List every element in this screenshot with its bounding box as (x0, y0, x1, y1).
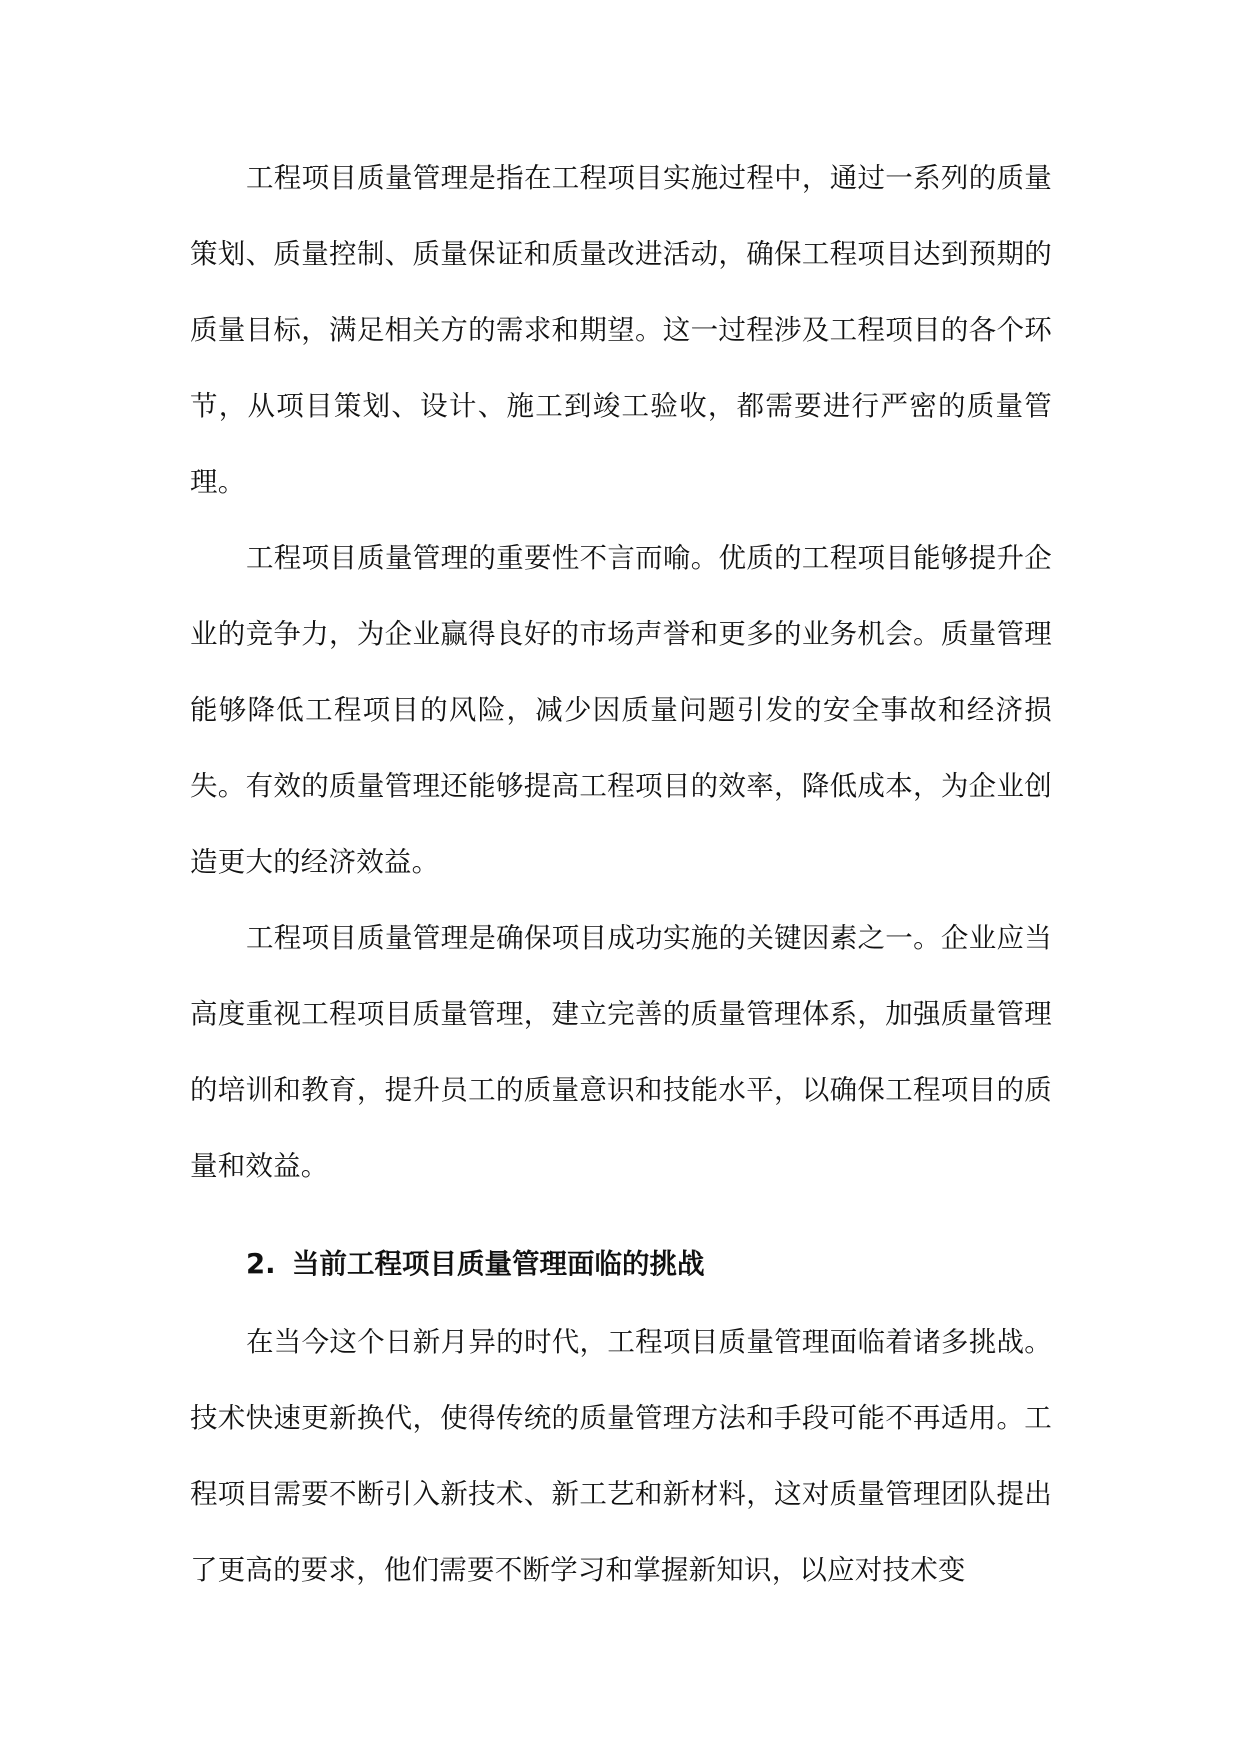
section-number: 2. (246, 1248, 276, 1280)
paragraph-4: 在当今这个日新月异的时代，工程项目质量管理面临着诸多挑战。技术快速更新换代，使得传统的质量管理方法和手段可能不再适用。工程项目需要不断引入新技术、新工艺和新材料，这对质量管理团队提出了更高的要求，他们需要不断学习和掌握新知识，以应对技术变 (190, 1326, 1052, 1586)
document-body (190, 140, 1052, 1608)
paragraph-2: 工程项目质量管理的重要性不言而喻。优质的工程项目能够提升企业的竞争力，为企业赢得良好的市场声誉和更多的业务机会。质量管理能够降低工程项目的风险，减少因质量问题引发的安全事故和经济损失。有效的质量管理还能够提高工程项目的效率，降低成本，为企业创造更大的经济效益。 (190, 542, 1052, 878)
paragraph-3: 工程项目质量管理是确保项目成功实施的关键因素之一。企业应当高度重视工程项目质量管理，建立完善的质量管理体系，加强质量管理的培训和教育，提升员工的质量意识和技能水平，以确保工程项目的质量和效益。 (190, 922, 1052, 1182)
paragraph-1: 工程项目质量管理是指在工程项目实施过程中，通过一系列的质量策划、质量控制、质量保证和质量改进活动，确保工程项目达到预期的质量目标，满足相关方的需求和期望。这一过程涉及工程项目的各个环节，从项目策划、设计、施工到竣工验收，都需要进行严密的质量管理。 (190, 162, 1052, 498)
section-title: 当前工程项目质量管理面临的挑战 (292, 1248, 705, 1280)
section-heading (190, 1226, 1052, 1302)
